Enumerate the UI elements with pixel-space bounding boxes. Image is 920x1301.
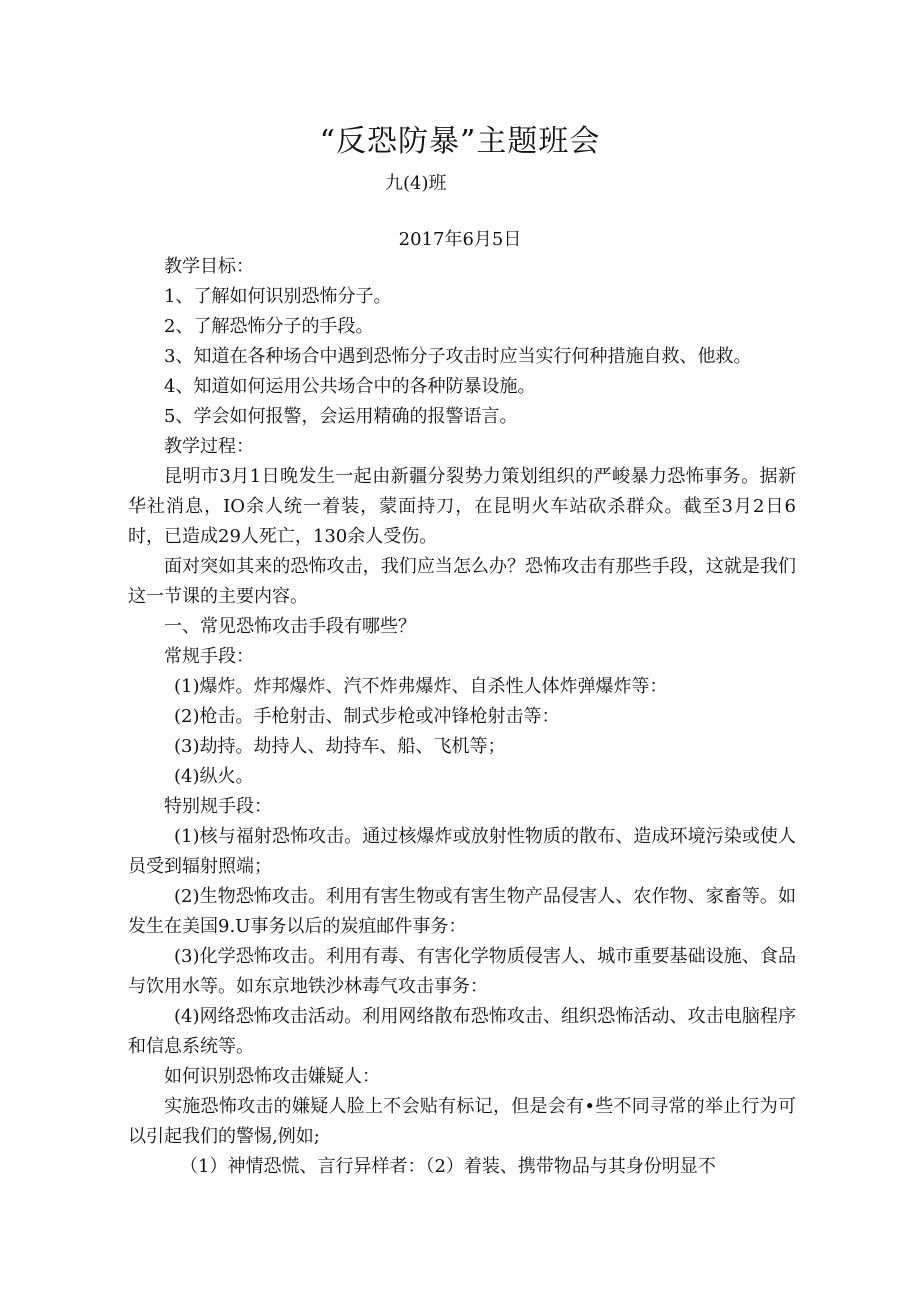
section-heading-goals: 教学目标： xyxy=(164,256,254,277)
list-item: (1)爆炸。炸邦爆炸、汽不炸弗爆炸、自杀性人体炸弹爆炸等： xyxy=(174,676,668,697)
section-heading-process: 教学过程： xyxy=(164,436,254,457)
body-paragraph: 面对突如其来的恐怖攻击，我们应当怎么办？恐怖攻击有那些手段，这就是我们这一节课的主要内容。 xyxy=(128,556,796,607)
section-heading-methods: 一、常见恐怖攻击手段有哪些？ xyxy=(164,616,416,637)
list-item: (2)枪击。手枪射击、制式步枪或冲锋枪射击等： xyxy=(174,706,560,727)
list-item: (4)纵火。 xyxy=(174,766,254,787)
section-heading-identify: 如何识别恐怖攻击嫌疑人： xyxy=(164,1066,380,1087)
goal-item: 3、知道在各种场合中遇到恐怖分子攻击时应当实行何种措施自救、他救。 xyxy=(164,346,752,367)
goal-item: 5、学会如何报警，会运用精确的报警语言。 xyxy=(164,406,518,427)
document-date: 2017年6月5日 xyxy=(398,229,522,250)
goal-item: 2、了解恐怖分子的手段。 xyxy=(164,316,374,337)
list-item: (2)生物恐怖攻击。利用有害生物或有害生物产品侵害人、农作物、家畜等。如发生在美国9.U事务以后的炭疽邮件事务： xyxy=(128,886,796,937)
document-body xyxy=(128,252,796,1182)
list-item: (3)化学恐怖攻击。利用有毒、有害化学物质侵害人、城市重要基础设施、食品与饮用水等。如东京地铁沙林毒气攻击事务： xyxy=(128,946,796,997)
list-item: (4)网络恐怖攻击活动。利用网络散布恐怖攻击、组织恐怖活动、攻击电脑程序和信息系统等。 xyxy=(128,1006,796,1057)
body-paragraph: （1）神情恐慌、言行异样者：（2）着装、携带物品与其身份明显不 xyxy=(180,1156,716,1177)
goal-item: 4、知道如何运用公共场合中的各种防暴设施。 xyxy=(164,376,536,397)
subheading-conventional: 常规手段： xyxy=(164,646,254,667)
page-title: “反恐防暴”主题班会 xyxy=(319,124,601,159)
class-name: 九(4)班 xyxy=(385,173,447,194)
list-item: (3)劫持。劫持人、劫持车、船、飞机等； xyxy=(174,736,506,757)
body-paragraph: 昆明市3月1日晚发生一起由新疆分裂势力策划组织的严峻暴力恐怖事务。据新华社消息，IO余人统一着装，蒙面持刀，在昆明火车站砍杀群众。截至3月2日6时，已造成29人死亡，130余人受伤。 xyxy=(128,466,796,547)
goal-item: 1、了解如何识别恐怖分子。 xyxy=(164,286,392,307)
list-item: (1)核与福射恐怖攻击。通过核爆炸或放射性物质的散布、造成环境污染或使人员受到辐射照端； xyxy=(128,826,796,877)
subheading-special: 特别规手段： xyxy=(164,796,272,817)
body-paragraph: 实施恐怖攻击的嫌疑人脸上不会贴有标记，但是会有•些不同寻常的举止行为可以引起我们的警惕,例如; xyxy=(128,1096,796,1147)
